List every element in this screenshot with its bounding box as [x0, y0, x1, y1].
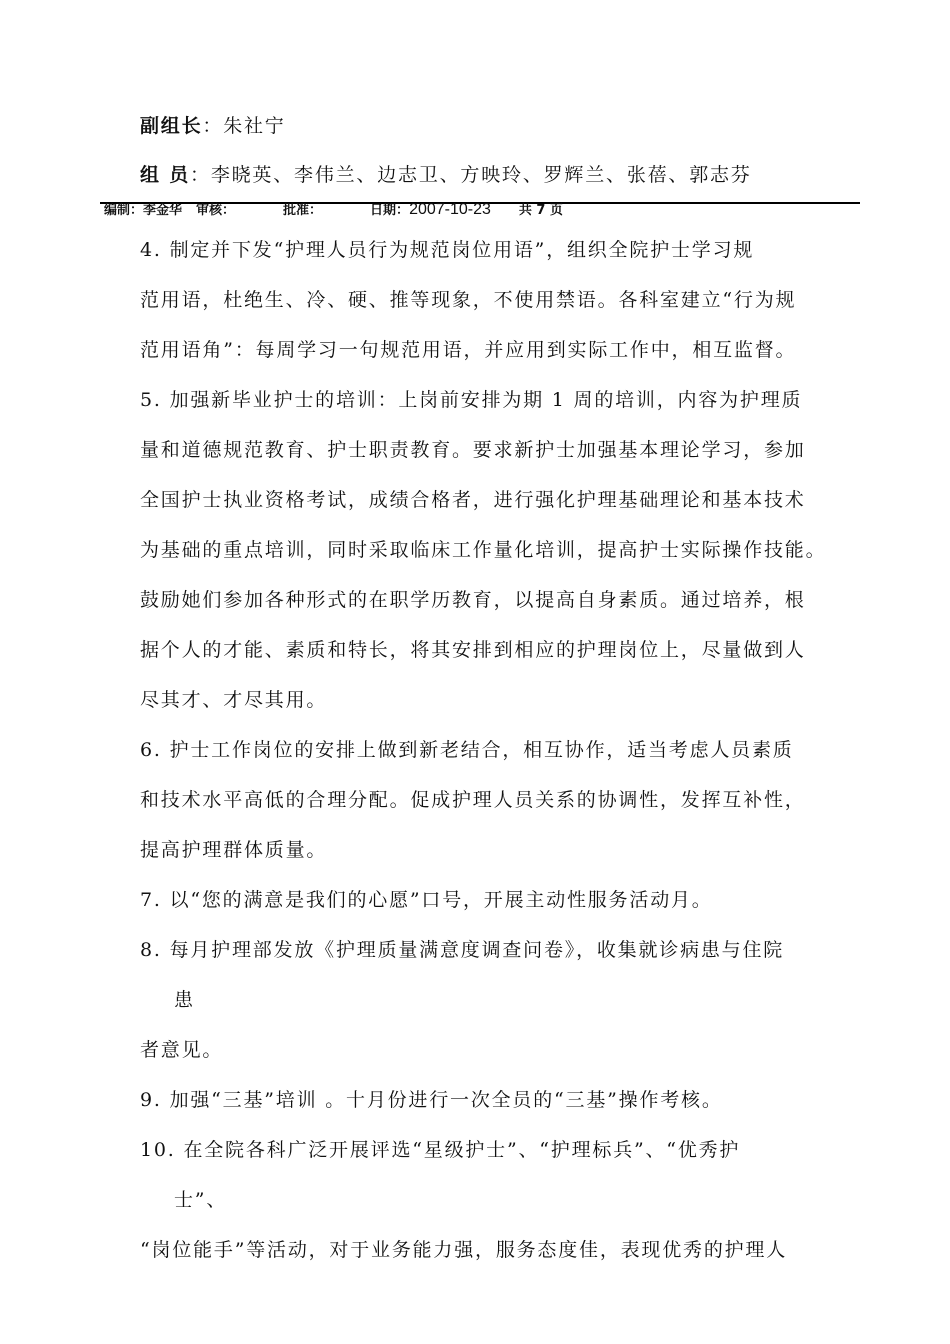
- paragraph-line: 尽其才、才尽其用。: [140, 689, 328, 711]
- paragraph-line: 全国护士执业资格考试，成绩合格者，进行强化护理基础理论和基本技术: [140, 489, 806, 511]
- vice-leader-line: [140, 112, 286, 140]
- paragraph-line: 6. 护士工作岗位的安排上做到新老结合，相互协作，适当考虑人员素质: [140, 739, 794, 761]
- members-label: 组 员: [140, 164, 191, 186]
- paragraph-line: 范用语，杜绝生、冷、硬、推等现象，不使用禁语。各科室建立“行为规: [140, 289, 797, 311]
- paragraph-line: “岗位能手”等活动，对于业务能力强，服务态度佳，表现优秀的护理人: [140, 1239, 788, 1261]
- paragraph-line: 者意见。: [140, 1039, 224, 1061]
- date-label: 日期：: [370, 203, 410, 218]
- document-info-bar: [104, 200, 577, 221]
- paragraph-line: 8. 每月护理部发放《护理质量满意度调查问卷》，收集就诊病患与住院: [140, 939, 785, 961]
- paragraph-line: 提高护理群体质量。: [140, 839, 328, 861]
- paragraph-line: 士”、: [174, 1189, 228, 1211]
- paragraph-line: 为基础的重点培训，同时采取临床工作量化培训，提高护士实际操作技能。: [140, 539, 827, 561]
- paragraph-line: 10. 在全院各科广泛开展评选“星级护士”、“护理标兵”、“优秀护: [140, 1139, 741, 1161]
- paragraph-line: 鼓励她们参加各种形式的在职学历教育，以提高自身素质。通过培养，根: [140, 589, 806, 611]
- page-count: 共 7 页: [518, 203, 564, 218]
- members-line: [140, 161, 752, 189]
- paragraph-line: 5. 加强新毕业护士的培训：上岗前安排为期 1 周的培训，内容为护理质: [140, 389, 803, 411]
- paragraph-line: 4. 制定并下发“护理人员行为规范岗位用语”，组织全院护士学习规: [140, 239, 755, 261]
- approver-field: 批准：: [283, 203, 323, 218]
- editor-field: 编制：李金华: [104, 203, 183, 218]
- paragraph-line: 7. 以“您的满意是我们的心愿”口号，开展主动性服务活动月。: [140, 889, 713, 911]
- paragraph-line: 患: [174, 989, 195, 1011]
- paragraph-line: 9. 加强“三基”培训 。十月份进行一次全员的“三基”操作考核。: [140, 1089, 723, 1111]
- reviewer-field: 审核：: [196, 203, 236, 218]
- paragraph-line: 量和道德规范教育、护士职责教育。要求新护士加强基本理论学习，参加: [140, 439, 806, 461]
- vice-leader-label: 副组长: [140, 115, 203, 137]
- date-value: 2007-10-23: [409, 201, 491, 218]
- paragraph-line: 范用语角”：每周学习一句规范用语，并应用到实际工作中，相互监督。: [140, 339, 797, 361]
- paragraph-line: 据个人的才能、素质和特长，将其安排到相应的护理岗位上，尽量做到人: [140, 639, 806, 661]
- vice-leader-value: ：朱社宁: [202, 115, 286, 137]
- paragraph-line: 和技术水平高低的合理分配。促成护理人员关系的协调性，发挥互补性，: [140, 789, 806, 811]
- members-value: ：李晓英、李伟兰、边志卫、方映玲、罗辉兰、张蓓、郭志芬: [190, 164, 752, 186]
